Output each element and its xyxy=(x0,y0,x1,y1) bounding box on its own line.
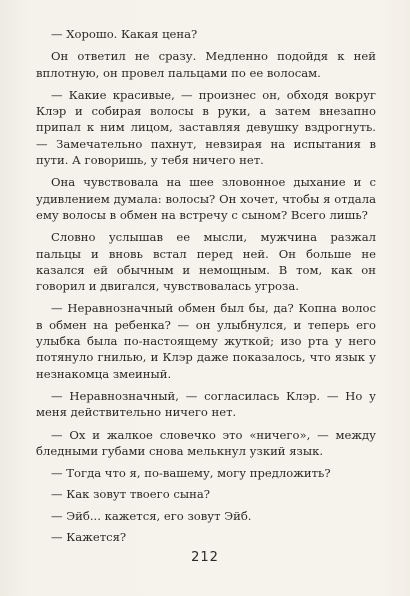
paragraph-7: — Неравнозначный, — согласилась Клэр. — Но у меня действительно ничего нет. xyxy=(36,388,376,420)
paragraph-1: — Хорошо. Какая цена? xyxy=(51,27,198,41)
paragraph-11: — Эйб... кажется, его зовут Эйб. xyxy=(51,508,252,523)
paragraph-2: Он ответил не сразу. Медленно подойдя к ней вплотную, он провел пальцами по ее волосам. xyxy=(36,49,376,80)
paragraph-8: — Ох и жалкое словечко это «ничего», — между бледными губами снова мелькнул узкий язык. xyxy=(36,427,376,458)
paragraph-4: Она чувствовала на шее зловонное дыхание и с удивлением думала: волосы? Он хочет, чтобы я отдала ему волосы в обмен на встречу с сыном? Всего лишь? xyxy=(36,175,376,222)
paragraph-9: — Тогда что я, по-вашему, могу предложить? xyxy=(51,466,331,481)
paragraph-12: — Кажется? xyxy=(51,530,127,545)
paragraph-3: — Какие красивые, — произнес он, обходя вокруг Клэр и собирая волосы в руки, а затем внезапно припал к ним лицом, заставляя девушку вздрогнуть. — Замечательно пахнут, невзирая на испытания в пути. А говоришь, у тебя ничего нет. xyxy=(36,87,376,168)
page-number: 212 xyxy=(191,550,219,565)
page-text xyxy=(36,26,376,550)
paragraph-10: — Как зовут твоего сына? xyxy=(51,487,210,502)
paragraph-5: Словно услышав ее мысли, мужчина разжал пальцы и вновь встал перед ней. Он больше не казался ей обычным и немощным. В том, как он говорил и двигался, чувствовалась угроза. xyxy=(36,230,376,294)
paragraph-6: — Неравнозначный обмен был бы, да? Копна волос в обмен на ребенка? — он улыбнулся, и теперь его улыбка была по-настоящему жуткой; изо рта у него потянуло гнилью, и Клэр даже показалось, что язык у незнакомца змеиный. xyxy=(36,301,376,381)
